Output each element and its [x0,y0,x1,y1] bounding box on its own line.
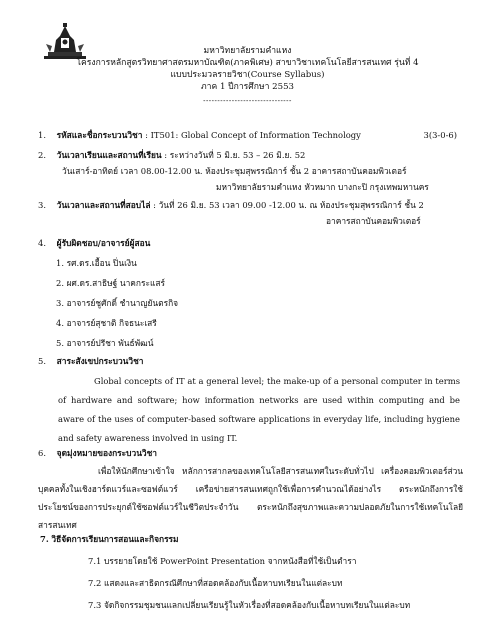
instructor-item: 2. ผศ.ดร.สาธิษฐ์ นาคกระแสร์ [56,278,165,288]
term-title: ภาค 1 ปีการศึกษา 2553 [200,82,295,92]
course-objectives: เพื่อให้นักศึกษาเข้าใจ หลักการสากลของเทคโนโลยีสารสนเทศในระดับทั่วไป เครื่องคอมพิวเตอร์ส่วนบุคคลทั้งในเชิงฮาร์ดแวร์และซอฟต์แวร์ เครือข่ายสารสนเทศถูกใช้เพื่อการคำนวณได้อย่างไร ตระหนักถึงการใช้ประโยชน์ของการประยุกต์ใช้ซอฟต์แวร์ในชีวิตประจำวัน ตระหนักถึงสุขภาพและความปลอดภัยในการใช้เทคโนโลยีสารสนเทศ [38,466,463,530]
section-label: วิธีจัดการเรียนการสอนและกิจกรรม [51,534,179,544]
section-label: จุดมุ่งหมายของกระบวนวิชา [56,448,158,458]
program-title: โครงการหลักสูตรวิทยาศาสตรมหาบัณฑิต(ภาคพิเศษ) สาขาวิชาเทคโนโลยีสารสนเทศ รุ่นที่ 4 [76,58,419,68]
section-4 [38,238,458,249]
teaching-method-item: 7.1 บรรยายโดยใช้ PowerPoint Presentation จากหนังสือที่ใช้เป็นตำรา [88,556,357,566]
section-number: 6. [38,448,46,458]
class-schedule: วันเสาร์-อาทิตย์ เวลา 08.00-12.00 น. ห้องประชุมสุพรรณิการ์ ชั้น 2 อาคารสถาบันคอมพิวเตอร์ [62,166,407,176]
section-label: วันเวลาเรียนและสถานที่เรียน [56,150,162,160]
section-5 [38,356,458,367]
class-location: มหาวิทยาลัยรามคำแหง หัวหมาก บางกะปิ กรุงเทพมหานคร [216,182,429,192]
section-label: ผู้รับผิดชอบ/อาจารย์ผู้สอน [56,238,151,248]
section-3 [38,200,458,211]
instructor-item: 3. อาจารย์ชูศักดิ์ ชำนาญยันตรกิจ [56,298,179,308]
section-6 [38,448,458,459]
teaching-method-item: 7.2 แสดงและสาธิตกรณีศึกษาที่สอดคล้องกับเนื้อหาบทเรียนในแต่ละบท [88,578,343,588]
exam-schedule: : วันที่ 26 มิ.ย. 53 เวลา 09.00 -12.00 น. ณ ห้องประชุมสุพรรณิการ์ ชั้น 2 [150,200,424,210]
course-description: Global concepts of IT at a general level; the make-up of a personal computer in terms of hardware and software; how information networks are used within computing and be aware of the uses of computer-based software applications in everyday life, including hygiene and safety awareness involved in using IT. [58,376,460,443]
syllabus-title: แบบประมวลรายวิชา(Course Syllabus) [170,70,325,80]
header-divider: ------------------------------- [203,97,292,105]
university-title: มหาวิทยาลัยรามคำแหง [203,46,292,56]
section-label: วันเวลาและสถานที่สอบไล่ [56,200,151,210]
section-number: 4. [38,238,46,248]
section-number: 7. [40,534,49,544]
exam-location: อาคารสถาบันคอมพิวเตอร์ [326,216,421,226]
section-label: รหัสและชื่อกระบวนวิชา [56,130,143,140]
teaching-method-item: 7.3 จัดกิจกรรมชุมชนแลกเปลี่ยนเรียนรู้ในหัวเรื่องที่สอดคล้องกับเนื้อหาบทเรียนในแต่ละบท [88,600,411,610]
instructor-item: 5. อาจารย์ปรีชา พันธ์พัฒน์ [56,338,154,348]
section-1 [38,130,458,141]
instructor-item: 1. รศ.ดร.เอื้อน ปิ่นเงิน [56,258,137,268]
section-number: 2. [38,150,46,160]
course-credits: 3(3-0-6) [423,130,457,140]
course-code-name: : IT501: Global Concept of Information Technology [142,130,361,140]
section-2 [38,150,458,161]
section-number: 1. [38,130,46,140]
section-7 [40,534,460,545]
class-date-range: : ระหว่างวันที่ 5 มิ.ย. 53 – 26 มิ.ย. 52 [161,150,306,160]
section-label: สาระสังเขปกระบวนวิชา [56,356,144,366]
section-number: 5. [38,356,46,366]
section-number: 3. [38,200,46,210]
instructor-item: 4. อาจารย์สุชาติ กิจธนะเสรี [56,318,157,328]
